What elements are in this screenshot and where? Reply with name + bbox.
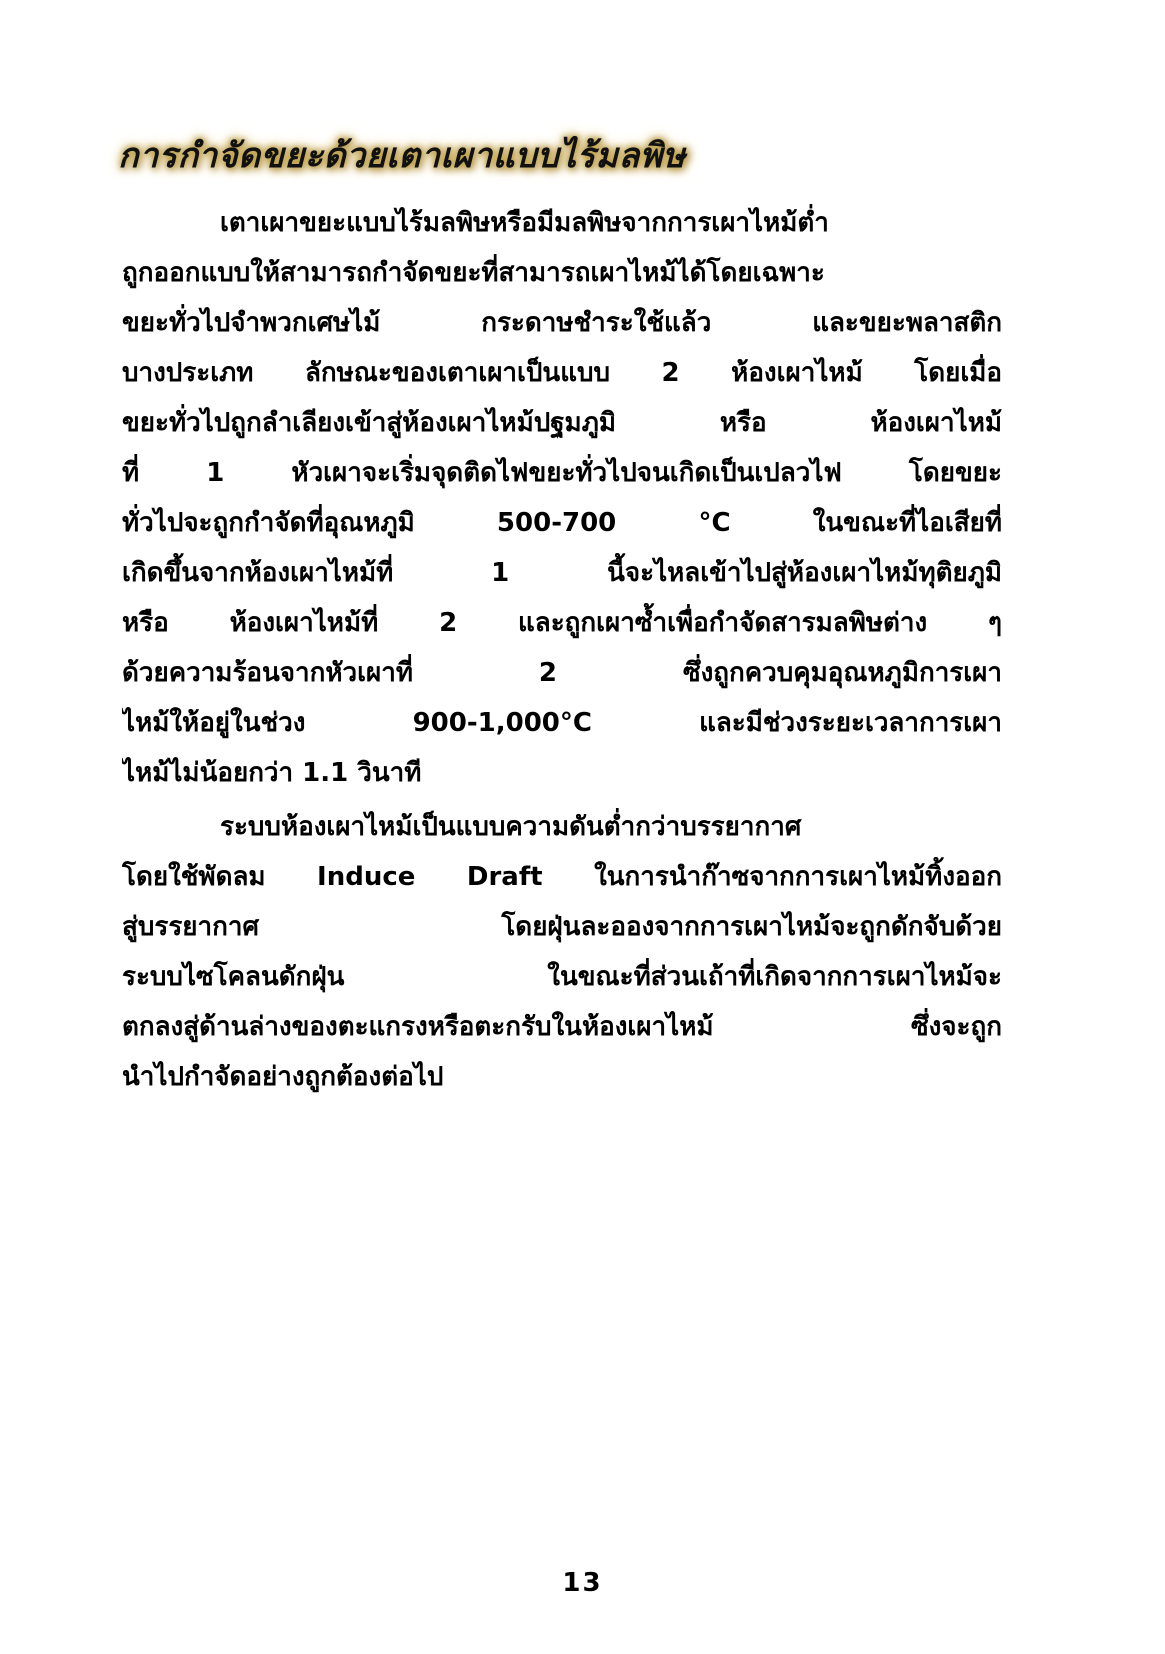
paragraph-line: ไหม้ไม่น้อยกว่า 1.1 วินาที	[122, 758, 422, 788]
paragraph-line: ไหม้ให้อยู่ในช่วง 900-1,000°C และมีช่วงระยะเวลาการเผา	[122, 708, 1002, 738]
paragraph-line: นำไปกำจัดอย่างถูกต้องต่อไป	[122, 1062, 444, 1092]
paragraph-line: ถูกออกแบบให้สามารถกำจัดขยะที่สามารถเผาไหม้ได้โดยเฉพาะ	[122, 258, 825, 288]
paragraph-line: เตาเผาขยะแบบไร้มลพิษหรือมีมลพิษจากการเผาไหม้ต่ำ	[220, 208, 829, 238]
section-title: การกำจัดขยะด้วยเตาเผาแบบไร้มลพิษ	[118, 136, 686, 176]
paragraph-line: เกิดขึ้นจากห้องเผาไหม้ที่ 1 นี้จะไหลเข้าไปสู่ห้องเผาไหม้ทุติยภูมิ	[122, 558, 1002, 588]
paragraph-line: ระบบห้องเผาไหม้เป็นแบบความดันต่ำกว่าบรรยากาศ	[220, 812, 802, 842]
paragraph-line: ด้วยความร้อนจากหัวเผาที่ 2 ซึ่งถูกควบคุมอุณหภูมิการเผา	[122, 658, 1002, 688]
paragraph-line: ขยะทั่วไปจำพวกเศษไม้ กระดาษชำระใช้แล้ว และขยะพลาสติก	[122, 308, 1002, 338]
paragraph-line: บางประเภท ลักษณะของเตาเผาเป็นแบบ 2 ห้องเผาไหม้ โดยเมื่อ	[122, 358, 1002, 388]
paragraph-line: ตกลงสู่ด้านล่างของตะแกรงหรือตะกรับในห้องเผาไหม้ ซึ่งจะถูก	[122, 1012, 1002, 1042]
paragraph-line: หรือ ห้องเผาไหม้ที่ 2 และถูกเผาซ้ำเพื่อกำจัดสารมลพิษต่าง ๆ	[122, 608, 1002, 638]
paragraph-pressure-system	[122, 802, 1002, 1102]
paragraph-incinerator-description	[122, 198, 1002, 798]
paragraph-line: ที่ 1 หัวเผาจะเริ่มจุดติดไฟขยะทั่วไปจนเกิดเป็นเปลวไฟ โดยขยะ	[122, 458, 1002, 488]
page-number: 13	[562, 1568, 603, 1598]
paragraph-line: สู่บรรยากาศ โดยฝุ่นละอองจากการเผาไหม้จะถูกดักจับด้วย	[122, 912, 1002, 942]
paragraph-line: ทั่วไปจะถูกกำจัดที่อุณหภูมิ 500-700 °C ในขณะที่ไอเสียที่	[122, 508, 1002, 538]
paragraph-line: โดยใช้พัดลม Induce Draft ในการนำก๊าซจากการเผาไหม้ทิ้งออก	[122, 862, 1002, 892]
paragraph-line: ขยะทั่วไปถูกลำเลียงเข้าสู่ห้องเผาไหม้ปฐมภูมิ หรือ ห้องเผาไหม้	[122, 408, 1002, 438]
paragraph-line: ระบบไซโคลนดักฝุ่น ในขณะที่ส่วนเถ้าที่เกิดจากการเผาไหม้จะ	[122, 962, 1002, 992]
